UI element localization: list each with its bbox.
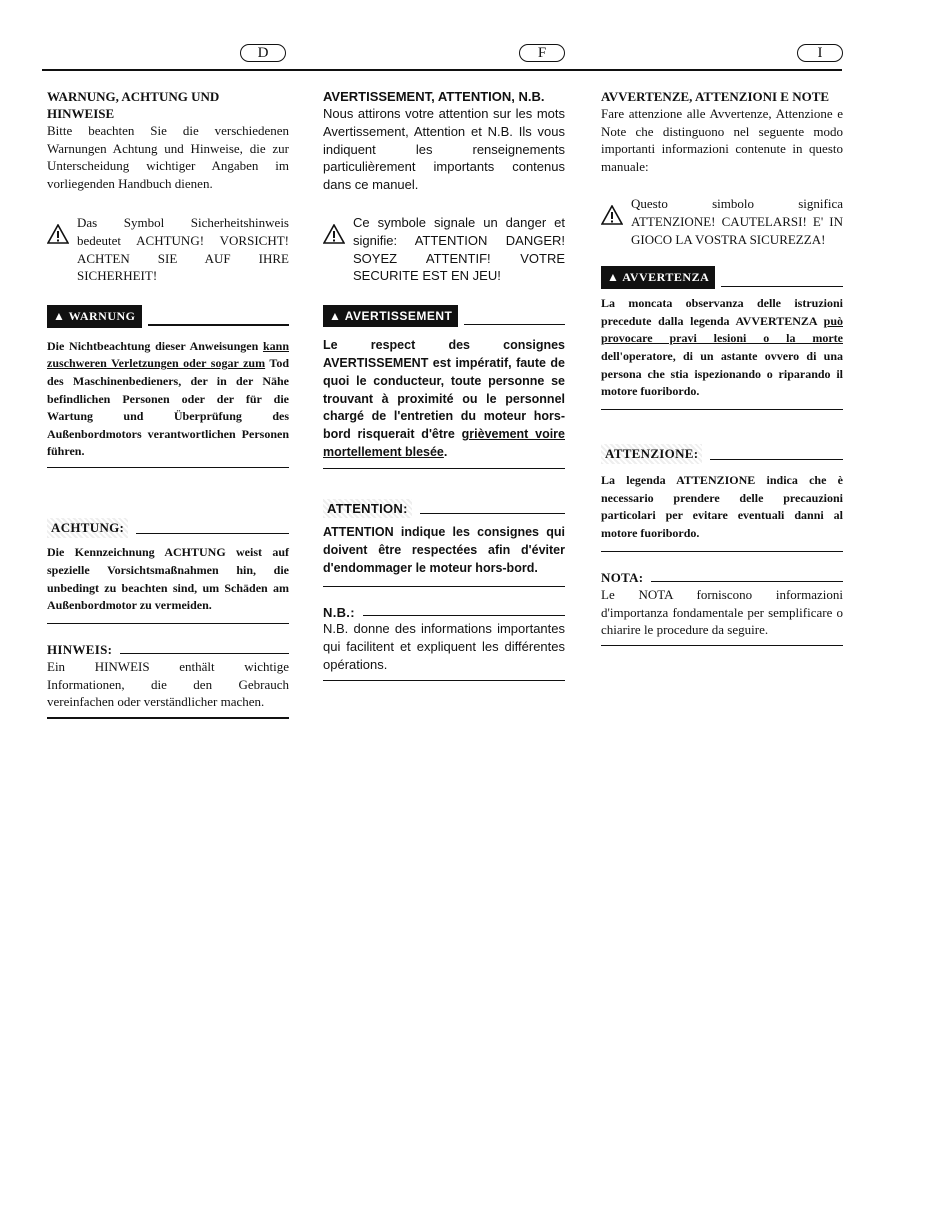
label-rule bbox=[420, 513, 565, 515]
note-label-row bbox=[601, 570, 843, 586]
safety-symbol-block bbox=[323, 214, 565, 285]
label-rule bbox=[651, 581, 843, 583]
warning-banner-label: AVVERTENZA bbox=[622, 270, 710, 285]
intro-text: Bitte beachten Sie die verschiedenen Warnungen Achtung und Hinweise, die zur Unterscheidung wichtiger Angaben im vorliegenden Handbuch dienen. bbox=[47, 123, 289, 191]
label-rule bbox=[120, 653, 289, 655]
caution-text: ATTENTION indique les consignes qui doivent être respectées afin d'éviter d'endommager le moteur hors-bord. bbox=[323, 525, 565, 575]
lang-tab-f: F bbox=[519, 44, 565, 62]
lang-tab-i: I bbox=[797, 44, 843, 62]
label-rule bbox=[710, 459, 843, 461]
label-rule bbox=[136, 533, 289, 535]
warning-text bbox=[601, 295, 843, 401]
section-title: AVVERTENZE, ATTENZIONI E NOTE bbox=[601, 89, 830, 104]
header-rule bbox=[42, 69, 842, 71]
section-rule bbox=[601, 645, 843, 647]
warning-text bbox=[323, 337, 565, 462]
warning-triangle-icon bbox=[323, 214, 351, 249]
warning-banner: ▲ WARNUNG bbox=[47, 305, 142, 328]
warning-banner-label: AVERTISSEMENT bbox=[344, 309, 453, 324]
warning-text-part: La moncata observanza delle istruzioni precedute dalla legenda AVVERTENZA bbox=[601, 296, 843, 328]
warning-text bbox=[47, 338, 289, 461]
safety-symbol-block bbox=[601, 195, 843, 248]
warning-banner-row bbox=[601, 266, 843, 289]
note-label-row bbox=[323, 605, 565, 620]
warning-banner: ▲ AVVERTENZA bbox=[601, 266, 715, 289]
note-label-row bbox=[47, 642, 289, 658]
note-label: N.B.: bbox=[323, 605, 355, 621]
warning-text-underlined: kann zuschweren Verletzungen oder sogar zum bbox=[47, 338, 289, 371]
caution-text: La legenda ATTENZIONE indica che è necessario prendere delle precauzioni particolari per evitare eventuali danni al motore fuoribordo. bbox=[601, 473, 843, 540]
note-label: HINWEIS: bbox=[47, 642, 113, 658]
column-italian bbox=[601, 88, 843, 646]
warning-triangle-icon bbox=[601, 195, 629, 230]
label-rule bbox=[363, 615, 565, 617]
symbol-text: Ce symbole signale un danger et signifie: ATTENTION DANGER! SOYEZ ATTENTIF! VOTRE SECURITE EST EN JEU! bbox=[353, 214, 565, 284]
caution-label: ACHTUNG: bbox=[47, 518, 128, 538]
section-title: AVERTISSEMENT, ATTENTION, N.B. bbox=[323, 89, 545, 104]
caution-label-row bbox=[47, 518, 289, 538]
warning-text-underlined: grièvement voire mortellement blesée bbox=[323, 427, 565, 459]
caution-label-row bbox=[601, 444, 843, 464]
warning-banner-row bbox=[47, 305, 289, 328]
caution-label-row bbox=[323, 499, 565, 518]
symbol-text: Das Symbol Sicherheitshinweis bedeutet ACHTUNG! VORSICHT! ACHTEN SIE AUF IHRE SICHERHEIT! bbox=[77, 215, 289, 284]
warning-text-part: . bbox=[443, 444, 448, 459]
warning-banner: ▲ AVERTISSEMENT bbox=[323, 305, 458, 327]
caution-label: ATTENZIONE: bbox=[601, 444, 702, 464]
section-title: WARNUNG, ACHTUNG UND HINWEISE bbox=[47, 89, 220, 121]
note-text: N.B. donne des informations importantes qui facilitent et expliquent les différentes opérations. bbox=[323, 621, 565, 672]
note-text: Le NOTA forniscono informazioni d'importanza fondamentale per semplificare o chiarire le procedure da seguire. bbox=[601, 587, 843, 638]
banner-rule bbox=[464, 324, 565, 326]
lang-tab-d: D bbox=[240, 44, 286, 62]
warning-text-underlined: può provocare pravi lesioni o la morte bbox=[601, 313, 843, 346]
warning-text-part: Tod des Maschinenbedieners, der in der Nähe befindlichen Personen oder der für die Wartung und Überprüfung des Außenbordmotors verantwortlichen Personen führen. bbox=[47, 356, 289, 459]
caution-text: Die Kennzeichnung ACHTUNG weist auf spezielle Vorsichtsmaßnahmen hin, die unbedingt zu beachten sind, um Schäden am Außenbordmotor zu vermeiden. bbox=[47, 545, 289, 613]
warning-triangle-icon bbox=[47, 214, 75, 249]
column-german bbox=[47, 88, 289, 719]
note-text: Ein HINWEIS enthält wichtige Informationen, die den Gebrauch vereinfachen oder verständlicher machen. bbox=[47, 659, 289, 710]
intro-text: Fare attenzione alle Avvertenze, Attenzione e Note che distinguono nel seguente modo importanti informazioni contenute in questo manuale: bbox=[601, 106, 843, 174]
warning-banner-row bbox=[323, 305, 565, 327]
warning-text-part: dell'operatore, di un astante ovvero di una persona che stia ispezionando o riparando il motore fuoribordo. bbox=[601, 348, 843, 399]
intro-text: Nous attirons votre attention sur les mots Avertissement, Attention et N.B. Ils vous indiquent les renseignements particulièrement importants contenus dans ce manuel. bbox=[323, 106, 565, 193]
note-label: NOTA: bbox=[601, 570, 644, 586]
warning-text-part: Die Nichtbeachtung dieser Anweisungen bbox=[47, 338, 263, 353]
warning-text-part: Le respect des consignes AVERTISSEMENT est impératif, faute de quoi le conducteur, toute personne se trouvant à proximité ou le personnel chargé de l'entretien du moteur hors-bord risquerait d'être bbox=[323, 338, 565, 442]
safety-symbol-block bbox=[47, 214, 289, 284]
column-french bbox=[323, 88, 565, 681]
section-rule bbox=[47, 717, 289, 719]
warning-banner-label: WARNUNG bbox=[68, 308, 136, 323]
caution-label: ATTENTION: bbox=[323, 499, 412, 518]
banner-rule bbox=[721, 286, 843, 288]
banner-rule bbox=[148, 324, 289, 326]
symbol-text: Questo simbolo significa ATTENZIONE! CAUTELARSI! E' IN GIOCO LA VOSTRA SICUREZZA! bbox=[631, 196, 843, 247]
section-rule bbox=[323, 680, 565, 682]
